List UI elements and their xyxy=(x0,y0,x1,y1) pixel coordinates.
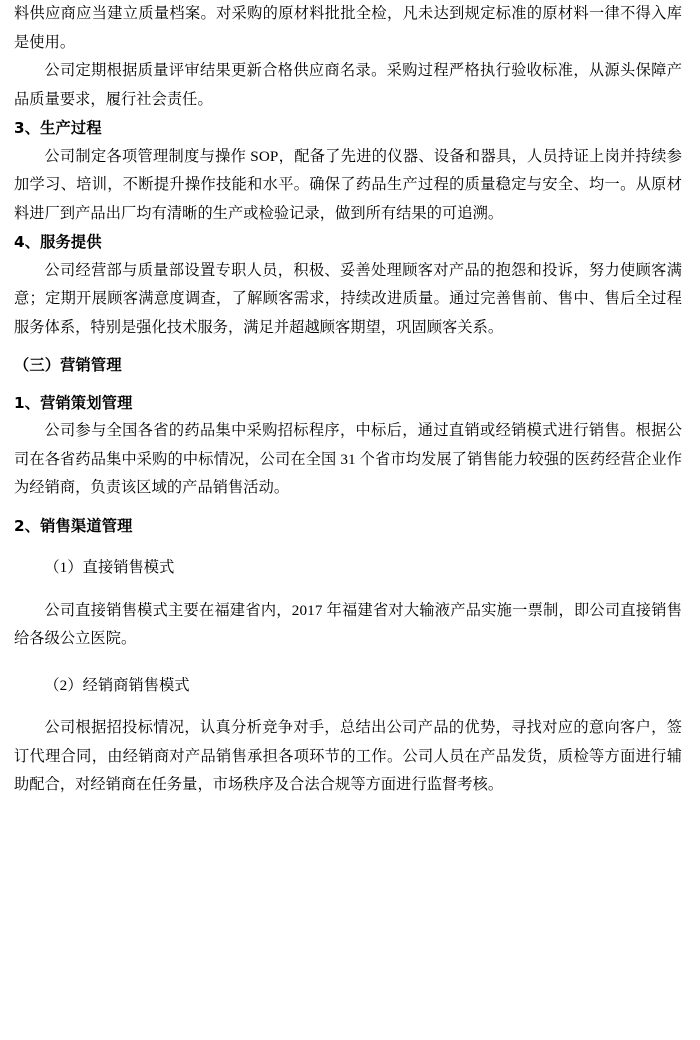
subsection-direct-sales: （1）直接销售模式 xyxy=(44,559,175,576)
section-heading-marketing: （三）营销管理 xyxy=(14,356,122,374)
spacer xyxy=(14,700,682,714)
section-heading-service: 4、服务提供 xyxy=(14,233,102,251)
spacer xyxy=(14,654,682,672)
body-paragraph: 公司参与全国各省的药品集中采购招标程序，中标后，通过直销或经销模式进行销售。根据公司在各省药品集中采购的中标情况，公司在全国 31 个省市均发展了销售能力较强的医药经营企业作为经销商，负责该区域的产品销售活动。 xyxy=(14,422,682,496)
section-heading-production: 3、生产过程 xyxy=(14,119,102,137)
body-paragraph: 公司定期根据质量评审结果更新合格供应商名录。采购过程严格执行验收标准，从源头保障产品质量要求，履行社会责任。 xyxy=(14,62,682,108)
body-paragraph: 料供应商应当建立质量档案。对采购的原材料批批全检，凡未达到规定标准的原材料一律不得入库是使用。 xyxy=(14,5,682,51)
section-heading-sales-channel: 2、销售渠道管理 xyxy=(14,516,133,535)
spacer xyxy=(14,583,682,597)
subsection-distributor-sales: （2）经销商销售模式 xyxy=(44,676,190,694)
body-paragraph: 公司经营部与质量部设置专职人员，积极、妥善处理顾客对产品的抱怨和投诉，努力使顾客满意；定期开展顾客满意度调查，了解顾客需求，持续改进质量。通过完善售前、售中、售后全过程服务体系，特别是强化技术服务，满足并超越顾客期望，巩固顾客关系。 xyxy=(14,261,682,336)
body-paragraph: 公司制定各项管理制度与操作 SOP，配备了先进的仪器、设备和器具，人员持证上岗并持续参加学习、培训，不断提升操作技能和水平。确保了药品生产过程的质量稳定与安全、均一。从原材料进厂到产品出厂均有清晰的生产或检验记录，做到所有结果的可追溯。 xyxy=(14,147,682,222)
body-paragraph: 公司直接销售模式主要在福建省内，2017 年福建省对大输液产品实施一票制，即公司直接销售给各级公立医院。 xyxy=(14,601,682,647)
spacer xyxy=(14,342,682,351)
section-heading-marketing-planning: 1、营销策划管理 xyxy=(14,393,133,412)
spacer xyxy=(14,503,682,512)
body-paragraph: 公司根据招投标情况，认真分析竞争对手，总结出公司产品的优势，寻找对应的意向客户，签订代理合同，由经销商对产品销售承担各项环节的工作。公司人员在产品发货，质检等方面进行辅助配合，对经销商在任务量，市场秩序及合法合规等方面进行监督考核。 xyxy=(14,719,682,793)
spacer xyxy=(14,380,682,389)
spacer xyxy=(14,540,682,554)
